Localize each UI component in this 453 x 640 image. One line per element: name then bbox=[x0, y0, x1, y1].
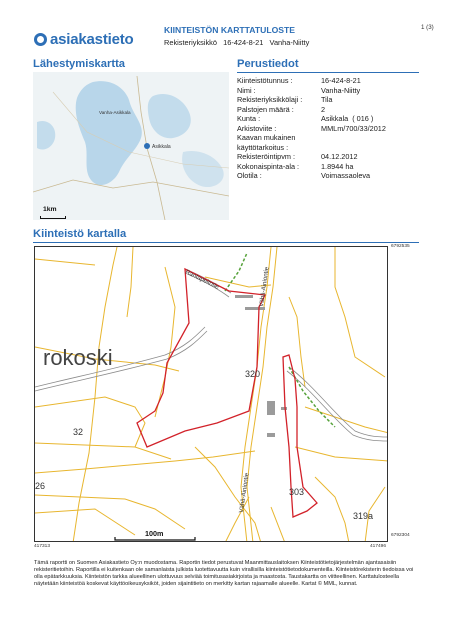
coord-top-right: 6792535 bbox=[391, 244, 410, 249]
location-map-graphic bbox=[33, 72, 229, 220]
map-parcel-320: 320 bbox=[245, 369, 261, 379]
page-number: 1 (3) bbox=[421, 24, 434, 31]
map-road-label-rantapeltotie: Rantapeltotie bbox=[184, 268, 220, 291]
coord-bottom-right: 6792304 bbox=[391, 533, 410, 538]
coord-bottom-left: 417313 bbox=[34, 544, 51, 549]
details-section-title: Perustiedot bbox=[237, 58, 299, 70]
field-value-kiinteistotunnus: 16-424-8-21 bbox=[321, 76, 361, 85]
location-map-label-vanha-asikkala: Vanha-Asikkala bbox=[99, 110, 131, 115]
map-area-label: rokoski bbox=[43, 345, 113, 370]
field-value-nimi: Vanha-Niitty bbox=[321, 85, 361, 95]
property-map bbox=[34, 246, 388, 542]
map-road-label-vaha-ainiontie-1: Vähä-Ainiontie bbox=[258, 266, 271, 308]
field-label-olotila: Olotila : bbox=[237, 171, 262, 180]
map-parcel-32: 32 bbox=[73, 427, 84, 437]
footer-disclaimer: Tämä raportti on Suomen Asiakastieto Oy:n muodostama. Raportin tiedot perustuvat Maanmittauslaitoksen Kiinteistötietojärjestelmän ajantasaisiin rekisteritietoihin. Raportilla ei kuitenkaan ole samanlaista julkista luotettavuutta kuin virallisilla kiinteistötietodokumenteilla. Kiinteistörekisterin tiedoissa voi olla epätarkkuuksia. Kiinteistön tarkka alueellinen ulottuvuus selviää toimitusasiakirjoista ja maastosta. Taustakartta on viitteellinen. Karttatulosteella näytetään kiinteistöä koskevat käyttöoikeusyksiköt, joiden sijaintitieto on merkitty kartan rajaamalle alueelle. Kartat © MML, kunnat. bbox=[34, 560, 414, 587]
field-value-palstojen-maara: 2 bbox=[321, 104, 326, 114]
field-value-rekisteriyksikkolaji: Tila bbox=[321, 95, 333, 104]
field-label-arkistoviite: Arkistoviite : bbox=[237, 123, 277, 133]
location-map-label-asikkala: Asikkala bbox=[152, 144, 171, 150]
field-label-rekisterointipvm: Rekisteröintipvm : bbox=[237, 152, 295, 161]
location-scale-bar bbox=[40, 216, 66, 219]
field-value-olotila: Voimassaoleva bbox=[321, 171, 371, 180]
document-title: KIINTEISTÖN KARTTATULOSTE bbox=[164, 25, 295, 35]
field-value-kunta: Asikkala ( 016 ) bbox=[321, 114, 374, 123]
field-value-arkistoviite: MMLm/700/33/2012 bbox=[321, 123, 386, 133]
map-parcel-303: 303 bbox=[289, 487, 305, 497]
document-subtitle: Rekisteriyksikkö 16-424-8-21 Vanha-Niitty bbox=[164, 38, 310, 47]
map-parcel-26: 26 bbox=[35, 481, 46, 491]
field-label-rekisteriyksikkolaji: Rekisteriyksikkölaji : bbox=[237, 95, 303, 104]
field-label-kaavan-mukainen: Kaavan mukainen bbox=[237, 133, 296, 142]
field-label-kunta: Kunta : bbox=[237, 114, 261, 123]
field-value-kokonaispinta-ala: 1.8944 ha bbox=[321, 161, 354, 171]
property-map-section-divider bbox=[33, 242, 419, 243]
property-map-section-title: Kiinteistö kartalla bbox=[33, 228, 127, 240]
map-parcel-319a: 319a bbox=[353, 511, 374, 521]
location-section-title: Lähestymiskartta bbox=[33, 58, 126, 70]
location-scale-label: 1km bbox=[43, 206, 57, 213]
field-label-palstojen-maara: Palstojen määrä : bbox=[237, 104, 294, 114]
map-scale-label: 100m bbox=[145, 529, 164, 538]
field-label-kiinteistotunnus: Kiinteistötunnus : bbox=[237, 76, 293, 85]
map-road-label-vaha-ainiontie-2: Vähä-Ainiontie bbox=[238, 472, 251, 514]
coord-bottom-mid: 417496 bbox=[370, 544, 387, 549]
location-map bbox=[33, 72, 229, 220]
details-section-divider bbox=[237, 72, 419, 73]
field-value-rekisterointipvm: 04.12.2012 bbox=[321, 152, 358, 161]
logo-icon bbox=[34, 33, 47, 46]
field-label-kayttotarkoitus: käyttötarkoitus : bbox=[237, 142, 289, 152]
field-label-nimi: Nimi : bbox=[237, 85, 256, 95]
logo-text: asiakastieto bbox=[50, 31, 134, 48]
field-label-kokonaispinta-ala: Kokonaispinta-ala : bbox=[237, 161, 300, 171]
property-map-graphic bbox=[35, 247, 388, 542]
